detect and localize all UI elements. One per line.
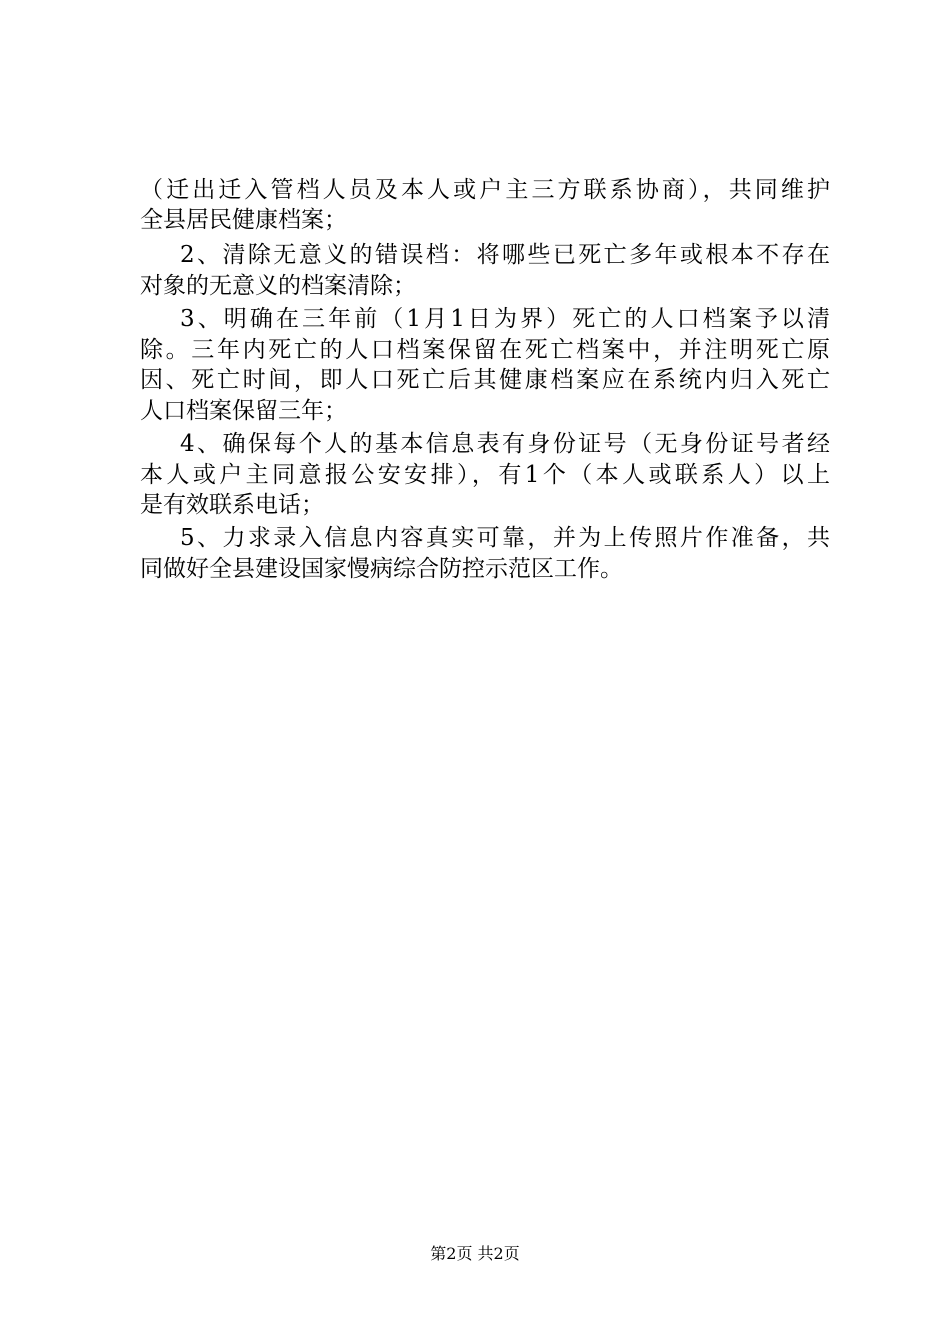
text-line: 人口档案保留三年；	[140, 398, 347, 424]
text-line: 对象的无意义的档案清除；	[140, 273, 416, 299]
text-line: 4、确保每个人的基本信息表有身份证号（无身份证号者经	[180, 431, 830, 457]
text-line: 本人或户主同意报公安安排），有1个（本人或联系人）以上	[140, 462, 830, 488]
text-line: 是有效联系电话；	[140, 492, 324, 518]
page-number-footer: 第2页 共2页	[430, 1244, 520, 1263]
text-line: 2、清除无意义的错误档：将哪些已死亡多年或根本不存在	[180, 242, 830, 268]
text-line: 3、明确在三年前（1月1日为界）死亡的人口档案予以清	[180, 306, 830, 332]
text-line: （迁出迁入管档人员及本人或户主三方联系协商），共同维护	[140, 177, 830, 203]
text-line: 因、死亡时间，即人口死亡后其健康档案应在系统内归入死亡	[140, 367, 830, 393]
text-line: 除。三年内死亡的人口档案保留在死亡档案中，并注明死亡原	[140, 337, 830, 363]
text-line: 5、力求录入信息内容真实可靠，并为上传照片作准备，共	[180, 525, 830, 551]
text-line: 全县居民健康档案；	[140, 207, 347, 233]
text-line: 同做好全县建设国家慢病综合防控示范区工作。	[140, 556, 623, 582]
